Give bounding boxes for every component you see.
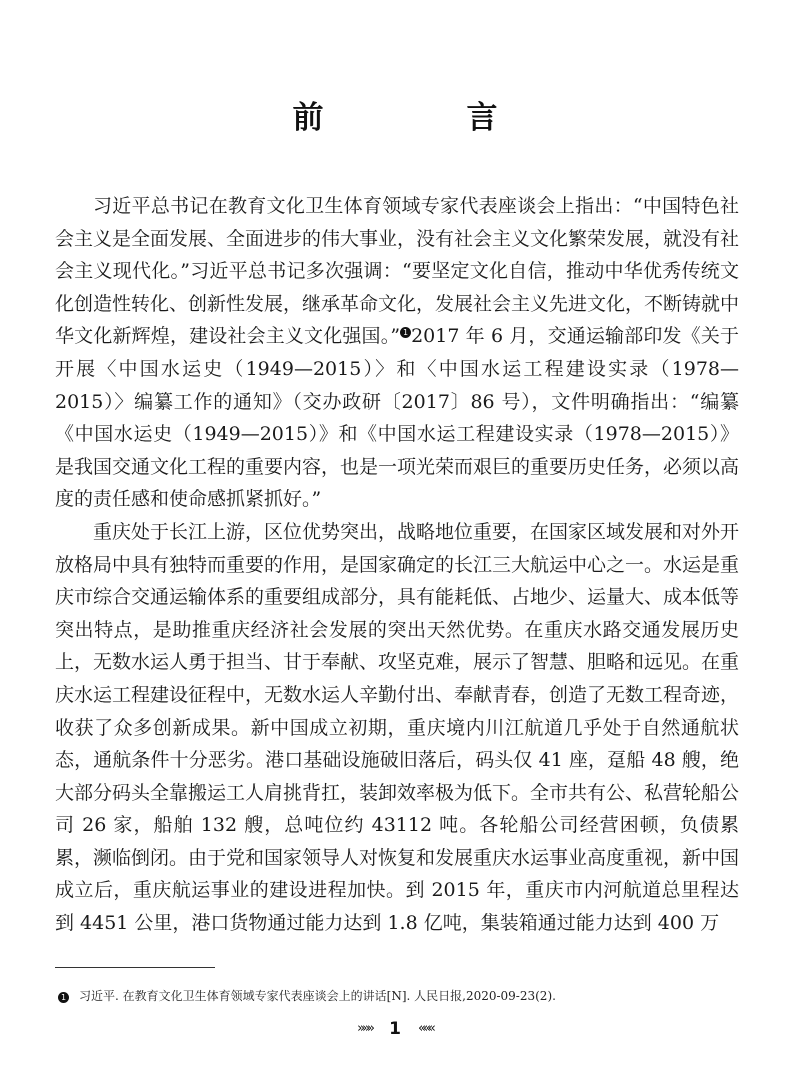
paragraph-2: 重庆处于长江上游，区位优势突出，战略地位重要，在国家区域发展和对外开放格局中具有独特而重要的作用，是国家确定的长江三大航运中心之一。水运是重庆市综合交通运输体系的重要组成部分，具有能耗低、占地少、运量大、成本低等突出特点，是助推重庆经济社会发展的突出天然优势。在重庆水路交通发展历史上，无数水运人勇于担当、甘于奉献、攻坚克难，展示了智慧、胆略和远见。在重庆水运工程建设征程中，无数水运人辛勤付出、奉献青春，创造了无数工程奇迹，收获了众多创新成果。新中国成立初期，重庆境内川江航道几乎处于自然通航状态，通航条件十分恶劣。港口基础设施破旧落后，码头仅 41 座，趸船 48 艘，绝大部分码头全靠搬运工人肩挑背扛，装卸效率极为低下。全市共有公、私营轮船公司 26 家，船舶 132 艘，总吨位约 43112 吨。各轮船公司经营困顿，负债累累，濒临倒闭。由于党和国家领导人对恢复和发展重庆水运事业高度重视，新中国成立后，重庆航运事业的建设进程加快。到 2015 年，重庆市内河航道总里程达到 4451 公里，港口货物通过能力达到 1.8 亿吨，集装箱通过能力达到 400 万 — [55, 520, 740, 935]
footnote-divider — [55, 967, 215, 968]
page-footer — [0, 1019, 790, 1039]
footnote-text: 习近平. 在教育文化卫生体育领域专家代表座谈会上的讲话[N]. 人民日报,2020-09-23(2). — [79, 989, 556, 1003]
chevron-left-decoration-icon: ««« — [418, 1021, 433, 1036]
paragraph-1-text-a: 习近平总书记在教育文化卫生体育领域专家代表座谈会上指出：“中国特色社会主义是全面发展、全面进步的伟大事业，没有社会主义文化繁荣发展，就没有社会主义现代化。”习近平总书记多次强调：“要坚定文化自信，推动中华优秀传统文化创造性转化、创新性发展，继承革命文化，发展社会主义先进文化，不断铸就中华文化新辉煌，建设社会主义文化强国。” — [55, 195, 740, 348]
footnote — [58, 988, 748, 1004]
page-number: 1 — [389, 1019, 401, 1039]
footnote-reference[interactable]: 1 — [400, 327, 411, 338]
paragraph-1 — [55, 190, 739, 516]
footnote-marker: 1 — [58, 992, 69, 1003]
paragraph-1-text-b: 2017 年 6 月，交通运输部印发《关于开展〈中国水运史（1949—2015）〉和〈中国水运工程建设实录（1978—2015）〉编纂工作的通知》（交办政研〔2017〕86 号），文件明确指出：“编纂《中国水运史（1949—2015）》和《中国水运工程建设实录（1978—2015）》是我国交通文化工程的重要内容，也是一项光荣而艰巨的重要历史任务，必须以高度的责任感和使命感抓紧抓好。” — [55, 325, 740, 511]
chevron-right-decoration-icon: »»» — [357, 1021, 372, 1036]
body-text — [55, 190, 739, 940]
page-title: 前 言 — [292, 100, 554, 136]
